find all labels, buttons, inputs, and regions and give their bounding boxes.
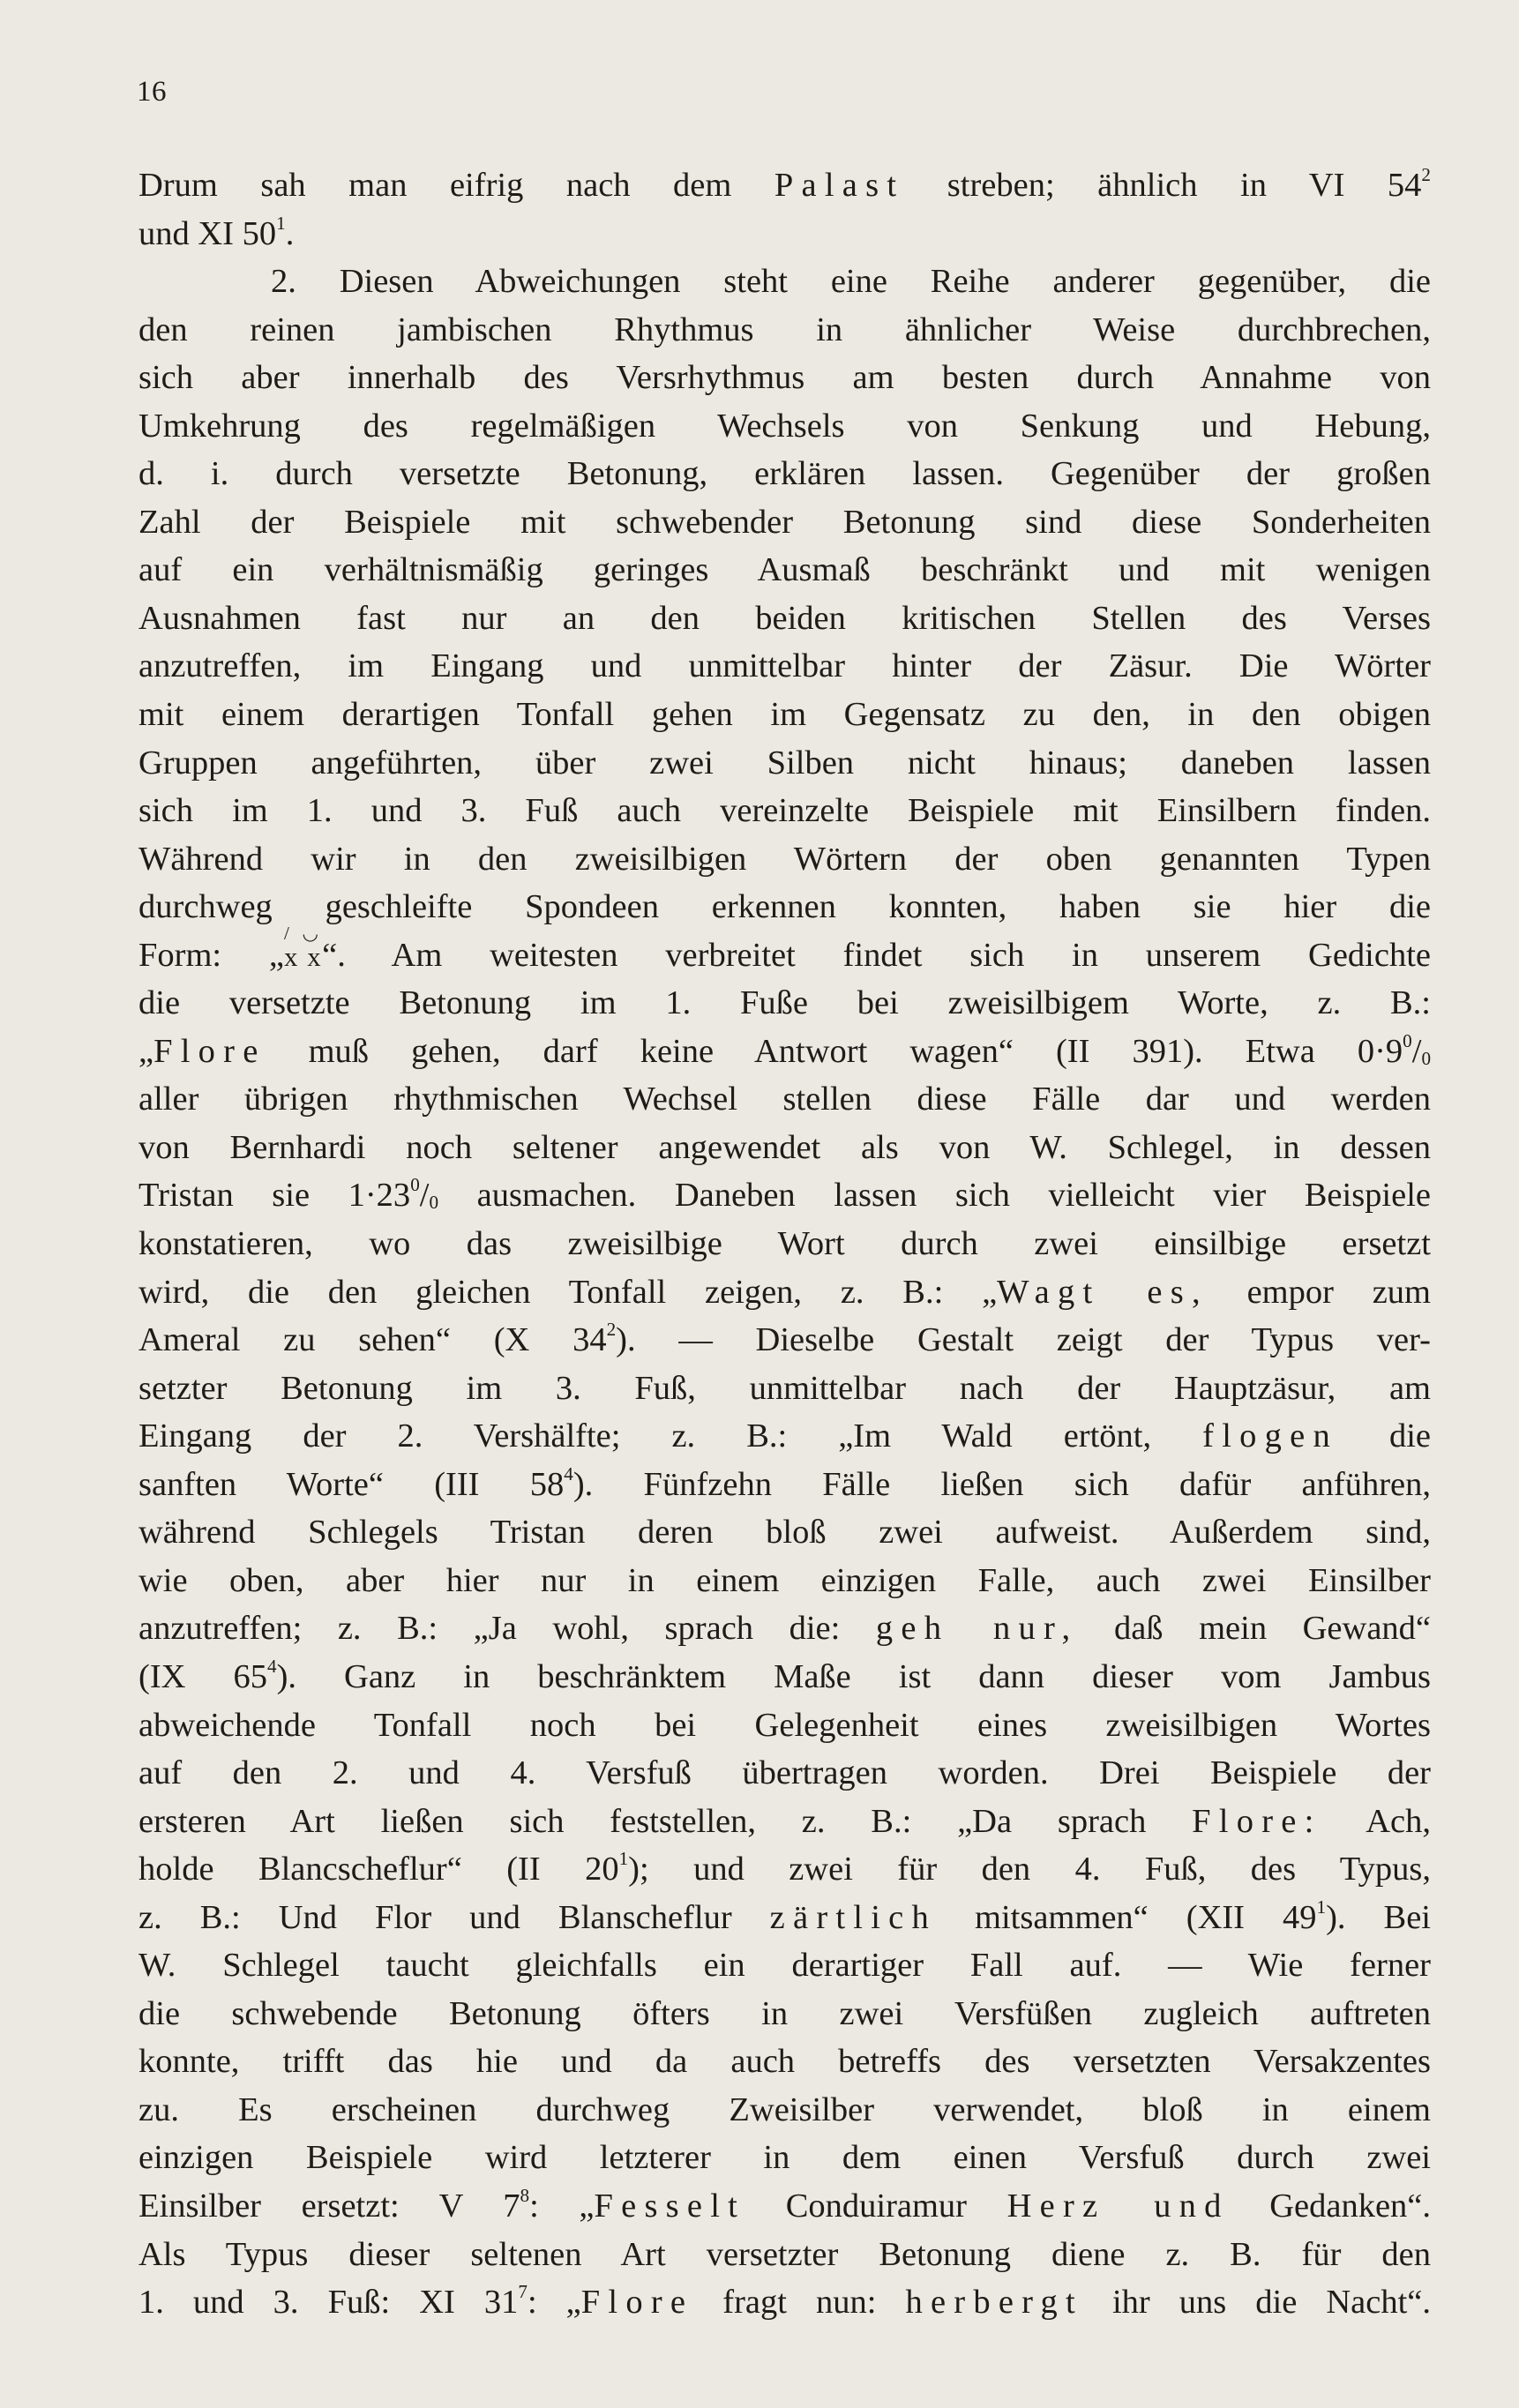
text-line: sich im 1. und 3. Fuß auch vereinzelte Beispiele mit Einsilbern finden. xyxy=(138,792,1431,830)
text-line: (IX $65^4$). Ganz in beschränktem Maße ist dann dieser vom Jambus xyxy=(138,1656,1431,1695)
text-line: d. i. durch versetzte Betonung, erklären lassen. Gegenüber der großen xyxy=(138,455,1431,493)
text-line: Ameral zu sehen“ (X $34^2$). — Dieselbe Gestalt zeigt der Typus ver- xyxy=(138,1319,1432,1359)
text-line: sich aber innerhalb des Versrhythmus am besten durch Annahme von xyxy=(138,359,1431,397)
text-line: holde Blancscheflur“ (II $20^1$); und zwei für den 4. Fuß, des Typus, xyxy=(138,1848,1431,1888)
text-line: Gruppen angeführten, über zwei Silben nicht hinaus; daneben lassen xyxy=(138,744,1431,781)
body-text xyxy=(138,161,1431,2327)
text-line: Umkehrung des regelmäßigen Wechsels von Senkung und Hebung, xyxy=(138,407,1431,445)
text-line: und XI $50^1$. xyxy=(138,212,295,252)
text-line: z. B.: Und Flor und Blanscheflur zärtlich mitsammen“ (XII $49^1$). Bei xyxy=(138,1896,1432,1936)
meter-scansion: / ◡ x x xyxy=(284,923,323,972)
text-line: auf den 2. und 4. Versfuß übertragen worden. Drei Beispiele der xyxy=(138,1754,1431,1792)
text-line: W. Schlegel taucht gleichfalls ein derartiger Fall auf. — Wie ferner xyxy=(138,1947,1431,1985)
text-line: von Bernhardi noch seltener angewendet als von W. Schlegel, in dessen xyxy=(138,1128,1431,1166)
text-line: wird, die den gleichen Tonfall zeigen, z. B.: „Wagt es, empor zum xyxy=(138,1273,1431,1311)
text-line: die versetzte Betonung im 1. Fuße bei zweisilbigem Worte, z. B.: xyxy=(138,984,1431,1022)
text-line: durchweg geschleifte Spondeen erkennen konnten, haben sie hier die xyxy=(138,888,1431,926)
text-line: Eingang der 2. Vershälfte; z. B.: „Im Wald ertönt, flogen die xyxy=(138,1417,1431,1455)
text-line: anzutreffen, im Eingang und unmittelbar hinter der Zäsur. Die Wörter xyxy=(138,647,1431,685)
text-line: den reinen jambischen Rhythmus in ähnlicher Weise durchbrechen, xyxy=(138,310,1431,348)
text-line: Ausnahmen fast nur an den beiden kritischen Stellen des Verses xyxy=(138,599,1431,637)
text-line: auf ein verhältnismäßig geringes Ausmaß beschränkt und mit wenigen xyxy=(138,551,1431,589)
text-line: aller übrigen rhythmischen Wechsel stellen diese Fälle dar und werden xyxy=(138,1081,1431,1118)
text-line: abweichende Tonfall noch bei Gelegenheit eines zweisilbigen Wortes xyxy=(138,1706,1431,1744)
text-line: während Schlegels Tristan deren bloß zwei aufweist. Außerdem sind, xyxy=(138,1514,1431,1552)
text-line: konstatieren, wo das zweisilbige Wort durch zwei einsilbige ersetzt xyxy=(138,1225,1431,1263)
text-line: sanften Worte“ (III $58^4$). Fünfzehn Fälle ließen sich dafür anführen, xyxy=(138,1462,1431,1503)
text-line: Als Typus dieser seltenen Art versetzter Betonung diene z. B. für den xyxy=(138,2235,1431,2273)
page-number: 16 xyxy=(137,76,167,108)
text-line: einzigen Beispiele wird letzterer in dem einen Versfuß durch zwei xyxy=(138,2139,1431,2177)
text-line: Form: „ / ◡ x x“. Am weitesten verbreitet findet sich in unserem Gedichte xyxy=(138,931,1431,980)
text-line: setzter Betonung im 3. Fuß, unmittelbar nach der Hauptzäsur, am xyxy=(138,1369,1431,1407)
text-line: Tristan sie $1\cdot 23^0/_0$ ausmachen. Daneben lassen sich vielleicht vier Beispiele xyxy=(138,1174,1432,1215)
text-line: Während wir in den zweisilbigen Wörtern der oben genannten Typen xyxy=(138,840,1431,878)
text-line: zu. Es erscheinen durchweg Zweisilber verwendet, bloß in einem xyxy=(138,2090,1431,2128)
text-line: „Flore muß gehen, darf keine Antwort wagen“ (II 391). Etwa $0\cdot 9^0/_0$ xyxy=(138,1029,1432,1070)
text-line: ersteren Art ließen sich feststellen, z. B.: „Da sprach Flore: Ach, xyxy=(138,1802,1431,1840)
text-line: anzutreffen; z. B.: „Ja wohl, sprach die: geh nur, daß mein Gewand“ xyxy=(138,1610,1431,1648)
text-line: 1. und 3. Fuß: XI $31^7$: „Flore fragt nun: herbergt ihr uns die Nacht“. xyxy=(138,2281,1431,2322)
text-line: 2. Diesen Abweichungen steht eine Reihe anderer gegenüber, die xyxy=(271,263,1431,301)
text-line: konnte, trifft das hie und da auch betreffs des versetzten Versakzentes xyxy=(138,2043,1431,2081)
text-line: Zahl der Beispiele mit schwebender Betonung sind diese Sonderheiten xyxy=(138,503,1431,541)
text-line: die schwebende Betonung öfters in zwei Versfüßen zugleich auftreten xyxy=(138,1994,1431,2032)
text-line: wie oben, aber hier nur in einem einzigen Falle, auch zwei Einsilber xyxy=(138,1561,1431,1599)
text-line: Einsilber ersetzt: V $7^8$: „Fesselt Conduiramur Herz und Gedanken“. xyxy=(138,2185,1431,2225)
text-line: mit einem derartigen Tonfall gehen im Gegensatz zu den, in den obigen xyxy=(138,696,1431,734)
text-line: Drum sah man eifrig nach dem Palast streben; ähnlich in VI $54^2$ xyxy=(138,164,1431,204)
